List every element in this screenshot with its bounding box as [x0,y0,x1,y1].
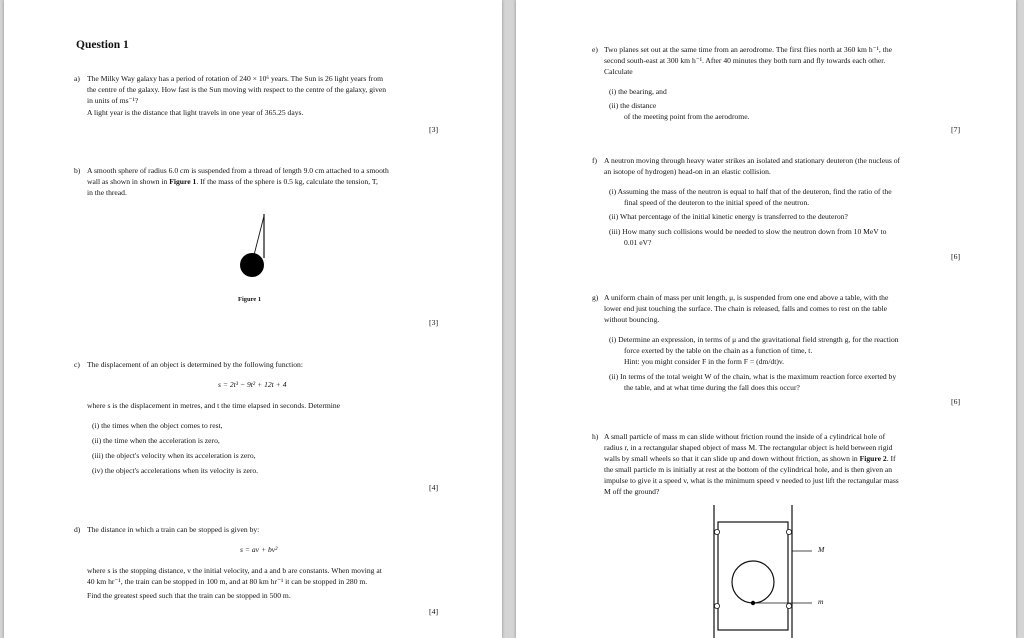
part-b-label: b) [74,166,81,175]
part-g-line2: lower end just touching the surface. The chain is released, falls and comes to rest on the table [604,304,888,313]
question-title: Question 1 [76,39,129,51]
part-c-item-1: (i) the times when the object comes to rest, [92,421,223,430]
part-d-line2: 40 km hr⁻¹, the train can be stopped in 100 m, and at 80 km hr⁻¹ it can be stopped in 280 m. [87,577,368,586]
part-a-marks: [3] [429,125,439,134]
part-g-item-2a: (ii) In terms of the total weight W of the chain, what is the maximum reaction force exerted by [609,372,897,381]
figure-2-label-m: m [818,597,824,606]
part-f-item-1a: (i) Assuming the mass of the neutron is equal to half that of the deuteron, find the ratio of the [609,187,892,196]
figure-2-label-M: M [818,545,825,554]
part-c-item-4: (iv) the object's accelerations when its velocity is zero. [92,466,259,475]
part-c-intro: The displacement of an object is determined by the following function: [87,360,303,369]
part-e-marks: [7] [951,125,961,134]
part-f-item-1b: final speed of the deuteron to the initial speed of the neutron. [624,198,810,207]
part-d-line1: where s is the stopping distance, v the initial velocity, and a and b are constants. When moving at [87,566,382,575]
part-d-equation: s = av + bv² [240,545,278,554]
part-g-label: g) [592,293,599,302]
part-g-line1: A uniform chain of mass per unit length, μ, is suspended from one end above a table, with the [604,293,889,302]
part-g-line3: without bouncing. [604,315,660,324]
part-d-marks: [4] [429,607,439,616]
part-c-equation: s = 2t³ − 9t² + 12t + 4 [218,380,287,389]
wheel-bottom-left [714,603,719,608]
part-h-line3: walls by small wheels so that it can slide up and down without friction, as shown in Figure 2. If [604,454,896,463]
thread-line [254,216,264,255]
figure-1-wall-sphere [4,0,502,638]
part-a-line1: The Milky Way galaxy has a period of rotation of 240 × 10⁶ years. The Sun is 26 light years from [87,74,384,83]
figure-2-rectangular-object [516,0,1016,638]
part-e-item-2: (ii) the distance [609,101,657,110]
cylindrical-hole-shape [732,561,774,603]
part-g-item-2b: the table, and at what time during the fall does this occur? [624,383,800,392]
particle-m-shape [751,601,755,605]
part-f-label: f) [592,156,598,165]
part-b-line2: wall as shown in shown in Figure 1. If the mass of the sphere is 0.5 kg, calculate the tension, T, [87,177,378,186]
part-c-where: where s is the displacement in metres, and t the time elapsed in seconds. Determine [87,401,341,410]
part-b-marks: [3] [429,318,439,327]
part-h-label: h) [592,432,599,441]
part-a-line4: A light year is the distance that light travels in one year of 365.25 days. [87,108,304,117]
part-h-line1: A small particle of mass m can slide without friction round the inside of a cylindrical hole of [604,432,886,441]
sphere-shape [240,253,264,277]
part-d-label: d) [74,525,81,534]
part-f-item-2: (ii) What percentage of the initial kinetic energy is transferred to the deuteron? [609,212,848,221]
part-g-item-1a: (i) Determine an expression, in terms of μ and the gravitational field strength g, for the reaction [609,335,899,344]
rectangular-mass-shape [718,522,788,630]
part-e-line3: Calculate [604,67,633,76]
part-c-item-3: (iii) the object's velocity when its acceleration is zero, [92,451,256,460]
part-e-line2: second south-east at 300 km h⁻¹. After 40 minutes they both turn and fly towards each other. [604,56,886,65]
part-e-label: e) [592,45,598,54]
part-b-line3: in the thread. [87,188,127,197]
part-g-item-1b: force exerted by the table on the chain as a function of time, t. [624,346,813,355]
part-a-line3: in units of ms⁻¹? [87,96,139,105]
part-f-item-3b: 0.01 eV? [624,238,652,247]
part-f-marks: [6] [951,252,961,261]
part-f-line2: an isotope of hydrogen) head-on in an elastic collision. [604,167,771,176]
part-f-line1: A neutron moving through heavy water strikes an isolated and stationary deuteron (the nucleus of [604,156,901,165]
part-h-line5: impulse to give it a speed v, what is the minimum speed v needed to just lift the rectangular mass [604,476,899,485]
part-e-item-1: (i) the bearing, and [609,87,667,96]
part-h-line2: radius r, in a rectangular shaped object of mass M. The rectangular object is held between rigid [604,443,893,452]
part-f-item-3a: (iii) How many such collisions would be needed to slow the neutron down from 10 MeV to [609,227,887,236]
part-h-line6: M off the ground? [604,487,660,496]
wheel-top-right [786,529,791,534]
part-g-marks: [6] [951,397,961,406]
part-e-line1: Two planes set out at the same time from an aerodrome. The first flies north at 360 km h⁻¹, the [604,45,892,54]
part-d-intro: The distance in which a train can be stopped is given by: [87,525,260,534]
part-b-line1: A smooth sphere of radius 6.0 cm is suspended from a thread of length 9.0 cm attached to a smooth [87,166,389,175]
document-page-left [4,0,502,638]
part-h-line4: the small particle m is initially at rest at the bottom of the cylindrical hole, and is then given an [604,465,893,474]
document-page-right [516,0,1016,638]
wheel-bottom-right [786,603,791,608]
figure-1-caption: Figure 1 [238,296,262,303]
part-a-label: a) [74,74,80,83]
part-g-hint: Hint: you might consider F in the form F = (dm/dt)v. [624,357,785,366]
wheel-top-left [714,529,719,534]
part-c-label: c) [74,360,80,369]
part-e-tail: of the meeting point from the aerodrome. [624,112,750,121]
part-c-item-2: (ii) the time when the acceleration is zero, [92,436,220,445]
part-c-marks: [4] [429,483,439,492]
part-a-line2: the centre of the galaxy. How fast is the Sun moving with respect to the centre of the galaxy, given [87,85,387,94]
part-d-line3: Find the greatest speed such that the train can be stopped in 500 m. [87,591,291,600]
